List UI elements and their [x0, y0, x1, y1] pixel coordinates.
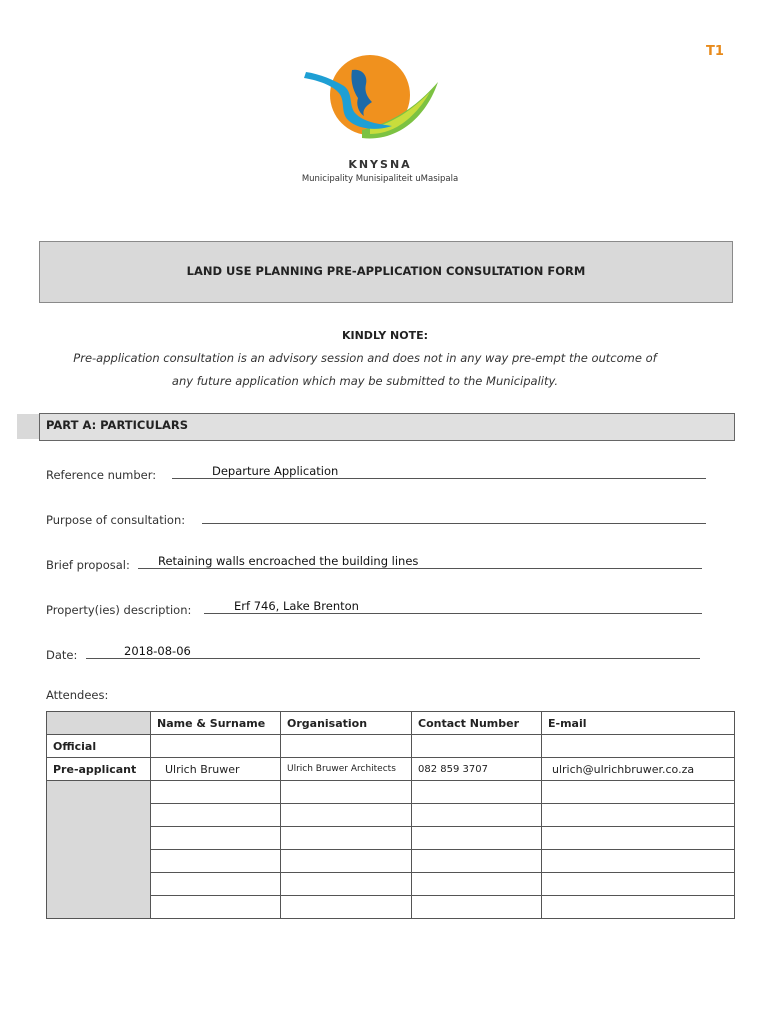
pre-applicant-email-cell[interactable]: ulrich@ulrichbruwer.co.za — [542, 758, 735, 781]
table-row — [47, 896, 735, 919]
property-value[interactable]: Erf 746, Lake Brenton — [234, 599, 359, 613]
attendees-table — [46, 711, 735, 919]
brand-block — [280, 158, 480, 184]
part-a-heading: PART A: PARTICULARS — [46, 418, 189, 432]
empty-cell[interactable] — [151, 804, 281, 827]
proposal-field[interactable] — [46, 552, 702, 572]
attendees-label: Attendees: — [46, 688, 109, 702]
header-contact: Contact Number — [412, 712, 542, 735]
empty-cell[interactable] — [281, 896, 412, 919]
part-a-header — [39, 413, 735, 441]
note-line-2: any future application which may be submitted to the Municipality. — [171, 374, 559, 388]
empty-cell[interactable] — [412, 781, 542, 804]
table-row — [47, 827, 735, 850]
purpose-label: Purpose of consultation: — [46, 513, 186, 527]
empty-cell[interactable] — [542, 873, 735, 896]
knysna-logo — [300, 50, 440, 150]
table-row — [47, 850, 735, 873]
property-label: Property(ies) description: — [46, 603, 192, 617]
proposal-label: Brief proposal: — [46, 558, 130, 572]
org-subtitle: Municipality Munisipaliteit uMasipala — [301, 174, 459, 184]
empty-cell[interactable] — [281, 873, 412, 896]
empty-cell[interactable] — [542, 850, 735, 873]
empty-cell[interactable] — [151, 873, 281, 896]
date-line — [86, 658, 700, 659]
property-field[interactable] — [46, 597, 702, 617]
table-header-row — [47, 712, 735, 735]
empty-cell[interactable] — [412, 873, 542, 896]
note-heading: KINDLY NOTE: — [341, 329, 429, 342]
empty-cell[interactable] — [412, 804, 542, 827]
row-label-empty — [47, 781, 151, 919]
reference-line — [172, 478, 706, 479]
official-contact-cell[interactable] — [412, 735, 542, 758]
pre-applicant-contact-cell[interactable]: 082 859 3707 — [412, 758, 542, 781]
table-row — [47, 873, 735, 896]
property-line — [204, 613, 702, 614]
reference-label: Reference number: — [46, 468, 157, 482]
header-cell-empty — [47, 712, 151, 735]
empty-cell[interactable] — [281, 804, 412, 827]
official-name-cell[interactable] — [151, 735, 281, 758]
pre-applicant-name-cell[interactable]: Ulrich Bruwer — [151, 758, 281, 781]
form-code: T1 — [706, 44, 724, 59]
purpose-field[interactable] — [46, 507, 706, 527]
empty-cell[interactable] — [281, 827, 412, 850]
empty-cell[interactable] — [542, 804, 735, 827]
official-org-cell[interactable] — [281, 735, 412, 758]
empty-cell[interactable] — [542, 896, 735, 919]
proposal-line — [138, 568, 702, 569]
empty-cell[interactable] — [281, 781, 412, 804]
pre-applicant-org-cell[interactable]: Ulrich Bruwer Architects — [281, 758, 412, 781]
table-row — [47, 781, 735, 804]
empty-cell[interactable] — [151, 896, 281, 919]
row-label-official: Official — [47, 735, 151, 758]
page-title: LAND USE PLANNING PRE-APPLICATION CONSULTATION FORM — [186, 264, 586, 278]
empty-cell[interactable] — [412, 827, 542, 850]
empty-cell[interactable] — [412, 850, 542, 873]
table-row — [47, 758, 735, 781]
empty-cell[interactable] — [281, 850, 412, 873]
empty-cell[interactable] — [151, 827, 281, 850]
row-label-pre-applicant: Pre-applicant — [47, 758, 151, 781]
org-name: KNYSNA — [348, 158, 412, 171]
header-organisation: Organisation — [281, 712, 412, 735]
purpose-line — [202, 523, 706, 524]
header-email: E-mail — [542, 712, 735, 735]
reference-field[interactable] — [46, 462, 706, 482]
official-email-cell[interactable] — [542, 735, 735, 758]
empty-cell[interactable] — [542, 827, 735, 850]
section-tab — [17, 414, 39, 439]
note-line-1: Pre-application consultation is an advisory session and does not in any way pre-empt the outcome of — [73, 351, 657, 365]
empty-cell[interactable] — [151, 781, 281, 804]
reference-value[interactable]: Departure Application — [212, 464, 339, 478]
date-value[interactable]: 2018-08-06 — [124, 644, 191, 658]
empty-cell[interactable] — [542, 781, 735, 804]
title-box — [39, 241, 733, 303]
date-field[interactable] — [46, 642, 700, 662]
date-label: Date: — [46, 648, 78, 662]
table-row — [47, 804, 735, 827]
empty-cell[interactable] — [151, 850, 281, 873]
header-name: Name & Surname — [151, 712, 281, 735]
proposal-value[interactable]: Retaining walls encroached the building lines — [158, 554, 419, 568]
table-row — [47, 735, 735, 758]
empty-cell[interactable] — [412, 896, 542, 919]
